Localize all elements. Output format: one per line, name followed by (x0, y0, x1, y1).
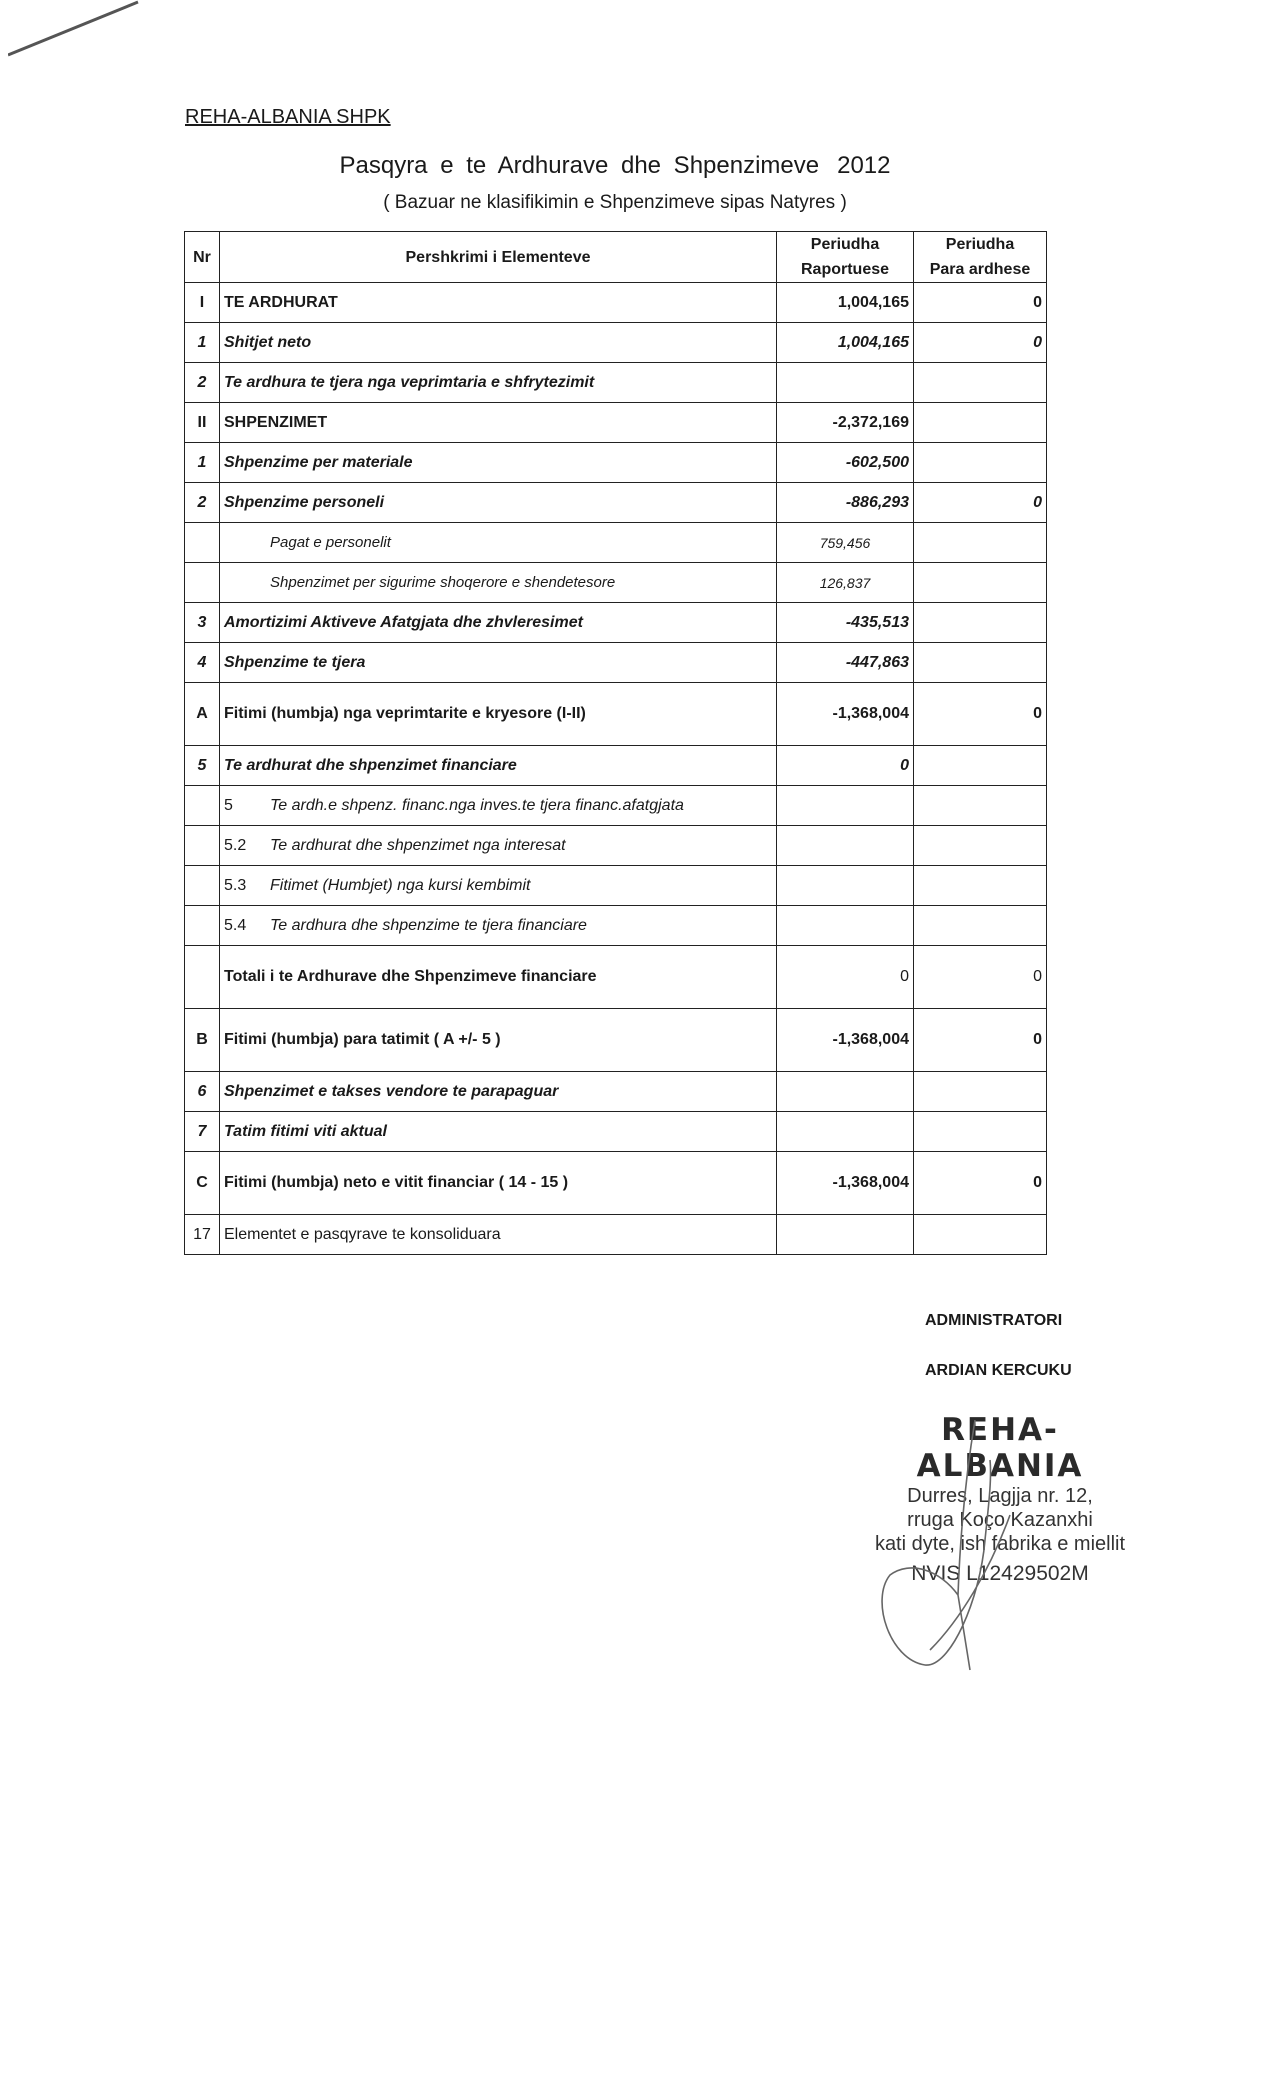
row-description-text: Elementet e pasqyrave te konsoliduara (224, 1225, 501, 1243)
row-current-period: -602,500 (777, 443, 914, 483)
row-description (220, 786, 777, 826)
table-row (185, 403, 1047, 443)
table-row (185, 283, 1047, 323)
row-nr: 1 (185, 443, 220, 483)
row-nr (185, 826, 220, 866)
row-description-text: SHPENZIMET (224, 413, 328, 431)
row-description-text: Fitimet (Humbjet) nga kursi kembimit (270, 876, 531, 894)
row-nr (185, 523, 220, 563)
row-nr: C (185, 1152, 220, 1215)
header-line: Periudha (810, 236, 880, 253)
row-nr: 4 (185, 643, 220, 683)
row-description (220, 443, 777, 483)
column-header-previous-period (914, 232, 1047, 283)
row-code: 5 (224, 796, 233, 814)
title-text: Pasqyra e te Ardhurave dhe Shpenzimeve (339, 152, 820, 179)
row-code: 5.2 (224, 836, 247, 854)
row-nr: I (185, 283, 220, 323)
column-header-nr: Nr (185, 232, 220, 283)
row-description (220, 866, 777, 906)
stamp-address-line: kati dyte, ish fabrika e miellit (874, 1533, 1126, 1555)
row-description (220, 603, 777, 643)
header-line: Periudha (945, 236, 1015, 253)
row-description-text: Te ardhurat dhe shpenzimet nga interesat (270, 836, 566, 854)
row-previous-period (914, 866, 1047, 906)
row-nr: 5 (185, 746, 220, 786)
table-row (185, 906, 1047, 946)
row-description (220, 1112, 777, 1152)
row-description (220, 906, 777, 946)
row-current-period: 126,837 (777, 563, 914, 603)
document-title (0, 152, 1230, 180)
row-previous-period: 0 (914, 946, 1047, 1009)
row-description-text: Te ardhura te tjera nga veprimtaria e shfrytezimit (224, 373, 595, 391)
row-description (220, 403, 777, 443)
row-current-period: 1,004,165 (777, 283, 914, 323)
row-nr: A (185, 683, 220, 746)
table-header-row (185, 232, 1047, 283)
row-previous-period (914, 826, 1047, 866)
row-description (220, 746, 777, 786)
row-current-period: 0 (777, 746, 914, 786)
table-row (185, 1215, 1047, 1255)
row-description-text: Shpenzime per materiale (224, 453, 413, 471)
row-previous-period (914, 1215, 1047, 1255)
row-nr: 7 (185, 1112, 220, 1152)
column-header-current-period (777, 232, 914, 283)
table-body (185, 283, 1047, 1255)
row-description (220, 283, 777, 323)
row-description (220, 1072, 777, 1112)
row-current-period: 1,004,165 (777, 323, 914, 363)
row-description (220, 563, 777, 603)
row-description-text: TE ARDHURAT (224, 293, 338, 311)
row-description-text: Te ardhura dhe shpenzime te tjera financiare (270, 916, 587, 934)
row-description (220, 523, 777, 563)
row-nr (185, 866, 220, 906)
row-description (220, 1009, 777, 1072)
header-line: Para ardhese (929, 261, 1031, 278)
table-row (185, 786, 1047, 826)
row-description-text: Fitimi (humbja) para tatimit ( A +/- 5 ) (224, 1031, 501, 1048)
handwritten-signature (870, 1420, 1070, 1680)
row-nr: 2 (185, 363, 220, 403)
row-previous-period (914, 1072, 1047, 1112)
row-nr: 2 (185, 483, 220, 523)
row-previous-period: 0 (914, 1009, 1047, 1072)
table-row (185, 1112, 1047, 1152)
row-current-period: -2,372,169 (777, 403, 914, 443)
row-previous-period (914, 746, 1047, 786)
row-current-period: -1,368,004 (777, 683, 914, 746)
stamp-brand: REHA-ALBANIA (916, 1412, 1084, 1484)
row-current-period (777, 1112, 914, 1152)
row-description-text: Tatim fitimi viti aktual (224, 1122, 387, 1140)
row-description (220, 1152, 777, 1215)
row-description (220, 683, 777, 746)
row-description-text: Shpenzime te tjera (224, 653, 366, 671)
row-nr: B (185, 1009, 220, 1072)
row-previous-period: 0 (914, 483, 1047, 523)
row-current-period (777, 363, 914, 403)
row-previous-period (914, 363, 1047, 403)
row-nr (185, 786, 220, 826)
table-row (185, 643, 1047, 683)
row-previous-period: 0 (914, 283, 1047, 323)
row-nr (185, 946, 220, 1009)
table-row (185, 946, 1047, 1009)
row-code: 5.4 (224, 916, 247, 934)
row-previous-period (914, 906, 1047, 946)
table-row (185, 826, 1047, 866)
row-current-period: 759,456 (777, 523, 914, 563)
document-subtitle: ( Bazuar ne klasifikimin e Shpenzimeve sipas Natyres ) (383, 192, 847, 213)
row-description-text: Te ardhurat dhe shpenzimet financiare (224, 756, 517, 774)
stamp-address-line: rruga Koço Kazanxhi (907, 1509, 1093, 1531)
signoff-name: ARDIAN KERCUKU (925, 1362, 1072, 1379)
row-description-text: Te ardh.e shpenz. financ.nga inves.te tjera financ.afatgjata (270, 796, 684, 814)
scan-edge-mark (8, 0, 148, 60)
row-current-period: -1,368,004 (777, 1152, 914, 1215)
row-current-period (777, 906, 914, 946)
row-current-period: -435,513 (777, 603, 914, 643)
row-current-period (777, 826, 914, 866)
row-previous-period (914, 786, 1047, 826)
row-nr: 3 (185, 603, 220, 643)
row-description (220, 826, 777, 866)
row-current-period: 0 (777, 946, 914, 1009)
row-description-text: Fitimi (humbja) neto e vitit financiar ( 14 - 15 ) (224, 1174, 569, 1191)
row-nr: 17 (185, 1215, 220, 1255)
row-description-text: Shpenzimet per sigurime shoqerore e shendetesore (270, 574, 616, 591)
row-current-period (777, 1072, 914, 1112)
row-description (220, 1215, 777, 1255)
row-previous-period (914, 523, 1047, 563)
row-description (220, 483, 777, 523)
row-nr (185, 906, 220, 946)
row-nr (185, 563, 220, 603)
title-year: 2012 (837, 152, 891, 179)
row-previous-period (914, 643, 1047, 683)
row-description-text: Shitjet neto (224, 333, 312, 351)
row-description-text: Fitimi (humbja) nga veprimtarite e kryesore (I-II) (224, 705, 586, 722)
table-row (185, 1152, 1047, 1215)
row-nr: 6 (185, 1072, 220, 1112)
row-previous-period: 0 (914, 323, 1047, 363)
row-current-period: -447,863 (777, 643, 914, 683)
row-current-period: -886,293 (777, 483, 914, 523)
header-line: Raportuese (800, 261, 890, 278)
signoff-role: ADMINISTRATORI (925, 1312, 1063, 1329)
table-row (185, 443, 1047, 483)
row-previous-period (914, 403, 1047, 443)
row-code: 5.3 (224, 876, 247, 894)
row-description (220, 643, 777, 683)
row-current-period: -1,368,004 (777, 1009, 914, 1072)
stamp-address-line: Durres, Lagjja nr. 12, (907, 1485, 1093, 1507)
row-description (220, 946, 777, 1009)
row-previous-period (914, 443, 1047, 483)
row-previous-period (914, 603, 1047, 643)
row-description (220, 363, 777, 403)
row-nr: 1 (185, 323, 220, 363)
table-row (185, 323, 1047, 363)
table-row (185, 603, 1047, 643)
table-row (185, 563, 1047, 603)
row-description (220, 323, 777, 363)
table-row (185, 683, 1047, 746)
row-current-period (777, 786, 914, 826)
row-description-text: Shpenzimet e takses vendore te parapaguar (224, 1082, 559, 1100)
row-current-period (777, 1215, 914, 1255)
table-row (185, 866, 1047, 906)
row-description-text: Amortizimi Aktiveve Afatgjata dhe zhvleresimet (224, 613, 583, 631)
row-description-text: Pagat e personelit (270, 534, 391, 551)
table-row (185, 363, 1047, 403)
income-statement-table (184, 231, 1047, 1255)
table-row (185, 746, 1047, 786)
table-row (185, 1072, 1047, 1112)
row-nr: II (185, 403, 220, 443)
row-description-text: Totali i te Ardhurave dhe Shpenzimeve financiare (224, 968, 597, 985)
table-row (185, 523, 1047, 563)
row-description-text: Shpenzime personeli (224, 493, 385, 511)
row-previous-period (914, 563, 1047, 603)
company-name: REHA-ALBANIA SHPK (185, 106, 391, 128)
stamp-nvis: NVIS L12429502M (911, 1562, 1089, 1585)
column-header-description: Pershkrimi i Elementeve (220, 232, 777, 283)
table-row (185, 483, 1047, 523)
row-previous-period: 0 (914, 1152, 1047, 1215)
row-previous-period (914, 1112, 1047, 1152)
table-row (185, 1009, 1047, 1072)
row-current-period (777, 866, 914, 906)
row-previous-period: 0 (914, 683, 1047, 746)
